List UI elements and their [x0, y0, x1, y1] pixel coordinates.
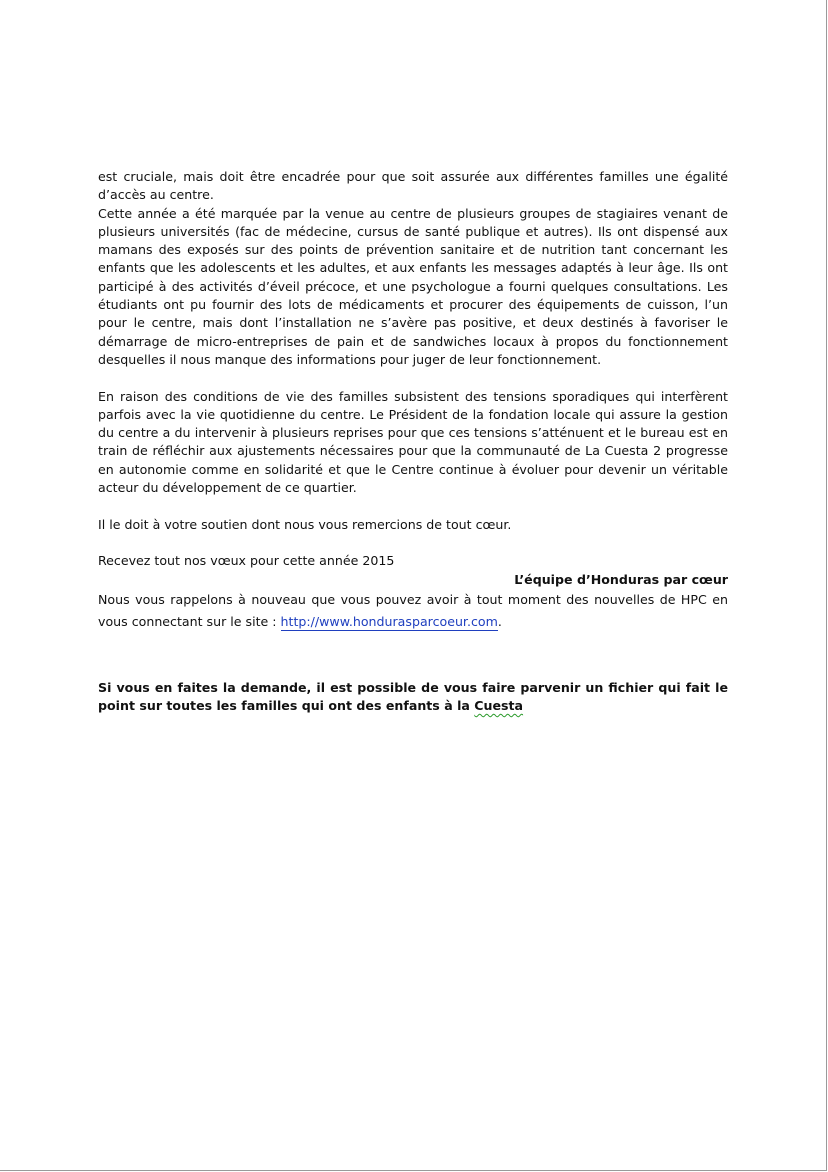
- paragraph-thanks: Il le doit à votre soutien dont nous vous remercions de tout cœur.: [98, 516, 512, 532]
- document-body: [98, 168, 728, 715]
- paragraph-interns: Cette année a été marquée par la venue au centre de plusieurs groupes de stagiaires venant de plusieurs universités (fac de médecine, cursus de santé publique et autres). Ils ont dispensé aux mamans des exposés sur des points de prévention sanitaire et de nutrition tant concernant les enfants que les adolescents et les adultes, et aux enfants les messages adaptés à leur âge. Ils ont participé à des activités d’éveil précoce, et une psychologue a fourni quelques consultations. Les étudiants ont pu fournir des lots de médicaments et procurer des équipements de cuisson, l’un pour le centre, mais dont l’installation ne s’avère pas positive, et deux destinés à favoriser le démarrage de micro-entreprises de pain et de sandwiches locaux à propos du fonctionnement desquelles il nous manque des informations pour juger de leur fonctionnement.: [98, 205, 728, 367]
- reminder-end: .: [497, 613, 502, 629]
- reminder-text: Nous vous rappelons à nouveau que vous pouvez avoir à tout moment des nouvelles de HPC en vous connectant sur le site :: [98, 591, 728, 629]
- paragraph-closing: [98, 679, 728, 716]
- paragraph-access: est cruciale, mais doit être encadrée pour que soit assurée aux différentes familles une égalité d’accès au centre.: [98, 169, 728, 203]
- signature: L’équipe d’Honduras par cœur: [514, 571, 728, 587]
- spellcheck-word: Cuesta: [474, 698, 524, 714]
- paragraph-tensions: En raison des conditions de vie des familles subsistent des tensions sporadiques qui interfèrent parfois avec la vie quotidienne du centre. Le Président de la fondation locale qui assure la gestion du centre a du intervenir à plusieurs reprises pour que ces tensions s’atténuent et le bureau est en train de réfléchir aux ajustements nécessaires pour que la communauté de La Cuesta 2 progresse en autonomie comme en solidarité et que le Centre continue à évoluer pour devenir un véritable acteur du développement de ce quartier.: [98, 388, 728, 496]
- spellcheck-underline-tail: [523, 707, 533, 713]
- paragraph-reminder: [98, 589, 728, 633]
- site-link[interactable]: http://www.hondurasparcoeur.com: [280, 613, 498, 629]
- closing-text: Si vous en faites la demande, il est possible de vous faire parvenir un fichier qui fait le point sur toutes les familles qui ont des enfants à la: [98, 679, 728, 714]
- paragraph-wishes: Recevez tout nos vœux pour cette année 2015: [98, 553, 395, 569]
